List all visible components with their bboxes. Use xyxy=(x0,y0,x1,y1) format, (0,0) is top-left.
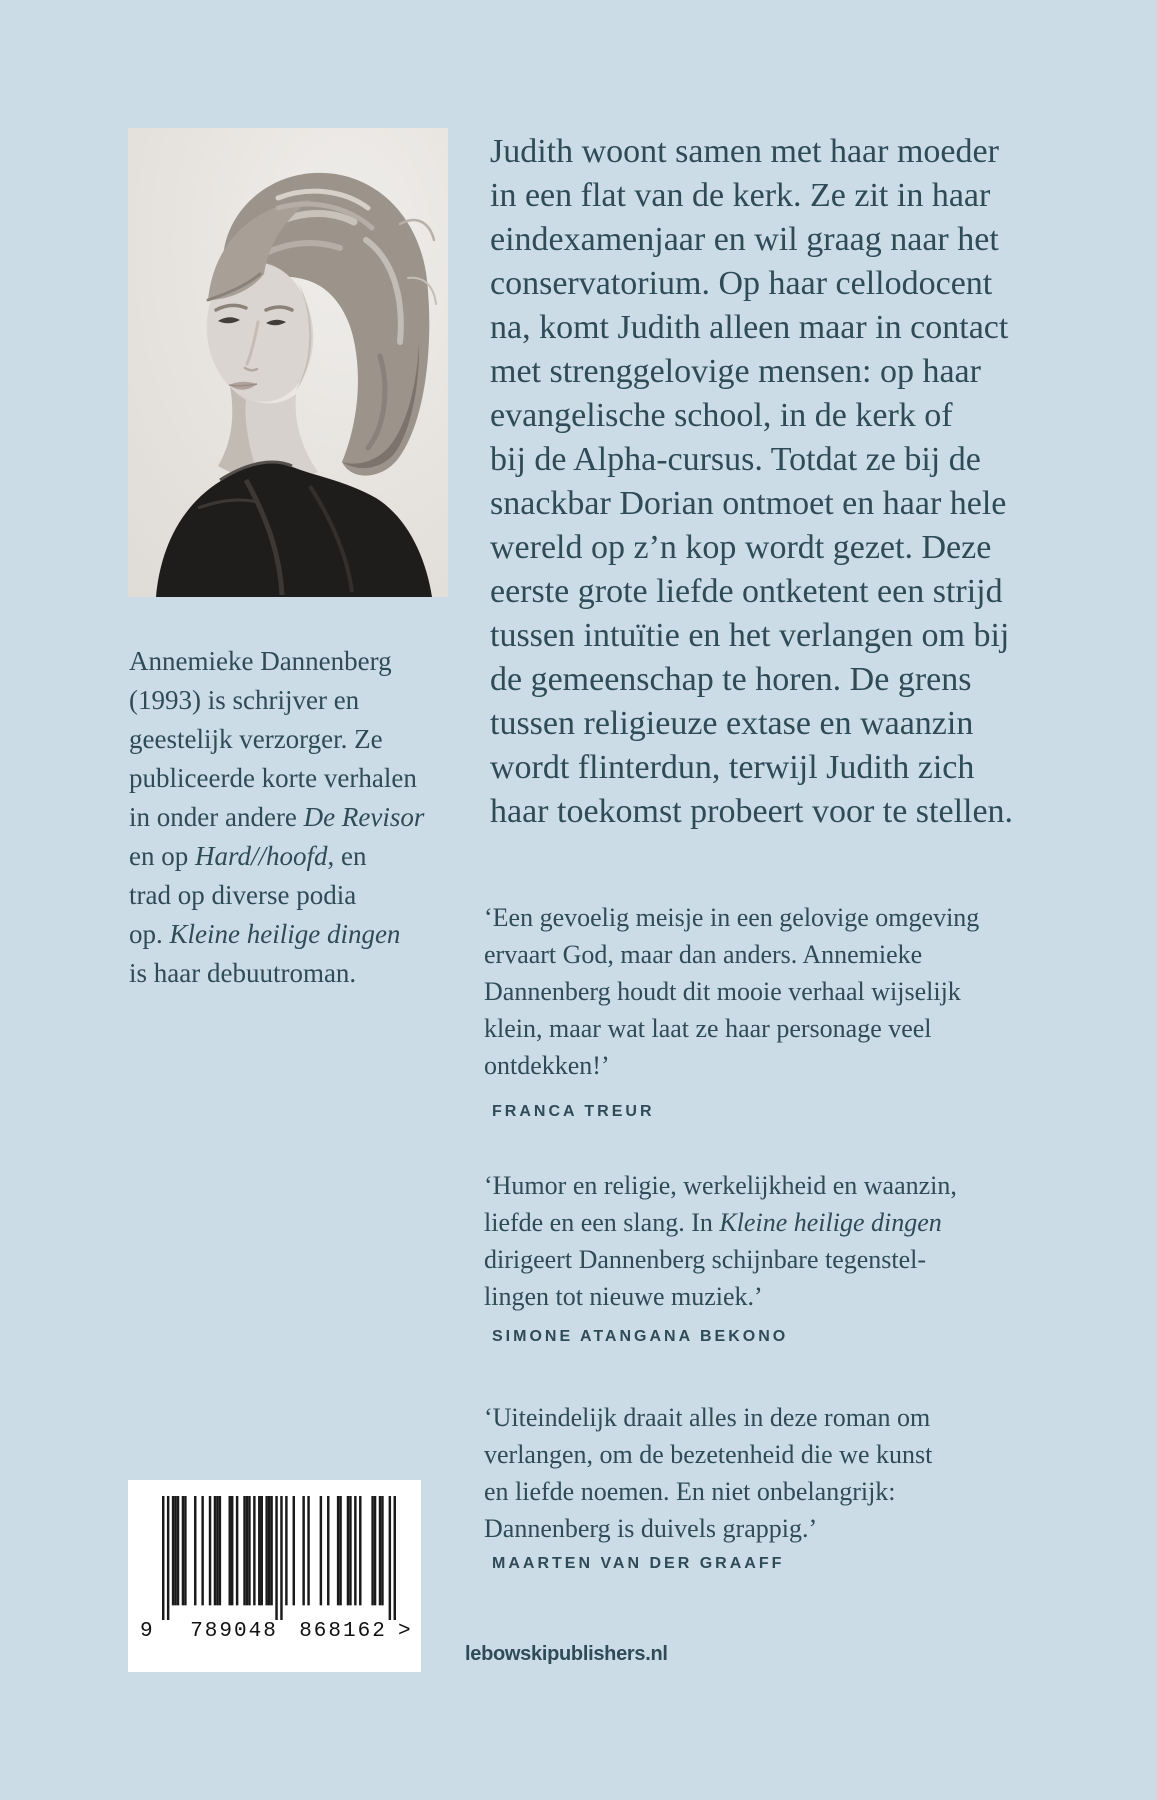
text-line: trad op diverse podia xyxy=(129,880,357,910)
text-line: haar toekomst probeert voor te stellen. xyxy=(490,793,1014,830)
text-line: dirigeert Dannenberg schijnbare tegenstel- xyxy=(484,1245,927,1274)
text-line: en liefde noemen. En niet onbelangrijk: xyxy=(484,1477,896,1506)
text-line: en op Hard//hoofd, en xyxy=(129,841,367,871)
synopsis-text xyxy=(490,130,1013,834)
text-line: ‘Een gevoelig meisje in een gelovige omgeving xyxy=(484,903,980,932)
isbn-suffix: > xyxy=(398,1620,411,1643)
author-bio xyxy=(129,642,424,993)
isbn-digit-group-1: 789048 xyxy=(190,1620,278,1643)
text-line: klein, maar wat laat ze haar personage veel xyxy=(484,1014,932,1043)
publisher-website: lebowskipublishers.nl xyxy=(465,1643,668,1665)
text-line: ontdekken!’ xyxy=(484,1051,610,1080)
text-line: op. Kleine heilige dingen xyxy=(129,919,401,949)
text-line: geestelijk verzorger. Ze xyxy=(129,724,383,754)
text-line: ervaart God, maar dan anders. Annemieke xyxy=(484,940,923,969)
text-line: wordt flinterdun, terwijl Judith zich xyxy=(490,749,975,786)
review-quote-3 xyxy=(484,1399,932,1547)
text-line: na, komt Judith alleen maar in contact xyxy=(490,309,1009,346)
text-line: Annemieke Dannenberg xyxy=(129,646,392,676)
text-line: de gemeenschap te horen. De grens xyxy=(490,661,972,698)
quote-attribution-2: SIMONE ATANGANA BEKONO xyxy=(492,1328,789,1345)
text-line: lingen tot nieuwe muziek.’ xyxy=(484,1282,763,1311)
review-quote-2 xyxy=(484,1167,957,1315)
text-line: in een flat van de kerk. Ze zit in haar xyxy=(490,177,991,214)
text-line: eerste grote liefde ontketent een strijd xyxy=(490,573,1003,610)
text-line: Dannenberg is duivels grappig.’ xyxy=(484,1514,818,1543)
author-photo xyxy=(128,128,448,597)
quote-attribution-1: FRANCA TREUR xyxy=(492,1103,655,1120)
isbn-digit-group-2: 868162 xyxy=(299,1620,387,1643)
isbn-digit-lead: 9 xyxy=(140,1620,153,1643)
text-line: bij de Alpha-cursus. Totdat ze bij de xyxy=(490,441,981,478)
text-line: evangelische school, in de kerk of xyxy=(490,397,953,434)
text-line: Dannenberg houdt dit mooie verhaal wijselijk xyxy=(484,977,961,1006)
text-line: conservatorium. Op haar cellodocent xyxy=(490,265,993,302)
text-line: is haar debuutroman. xyxy=(129,958,357,988)
quote-attribution-3: MAARTEN VAN DER GRAAFF xyxy=(492,1555,785,1572)
text-line: wereld op z’n kop wordt gezet. Deze xyxy=(490,529,992,566)
text-line: ‘Humor en religie, werkelijkheid en waanzin, xyxy=(484,1171,957,1200)
barcode-bars xyxy=(162,1496,396,1620)
text-line: tussen religieuze extase en waanzin xyxy=(490,705,974,742)
text-line: liefde en een slang. In Kleine heilige dingen xyxy=(484,1208,942,1237)
text-line: verlangen, om de bezetenheid die we kunst xyxy=(484,1440,933,1469)
author-photo-illustration xyxy=(128,128,448,597)
text-line: in onder andere De Revisor xyxy=(129,802,425,832)
text-line: (1993) is schrijver en xyxy=(129,685,360,715)
text-line: tussen intuïtie en het verlangen om bij xyxy=(490,617,1010,654)
text-line: ‘Uiteindelijk draait alles in deze roman om xyxy=(484,1403,931,1432)
text-line: Judith woont samen met haar moeder xyxy=(490,133,999,170)
text-line: snackbar Dorian ontmoet en haar hele xyxy=(490,485,1007,522)
text-line: eindexamenjaar en wil graag naar het xyxy=(490,221,999,258)
text-line: publiceerde korte verhalen xyxy=(129,763,417,793)
text-line: met strenggelovige mensen: op haar xyxy=(490,353,981,390)
review-quote-1 xyxy=(484,899,979,1084)
barcode xyxy=(128,1480,421,1672)
